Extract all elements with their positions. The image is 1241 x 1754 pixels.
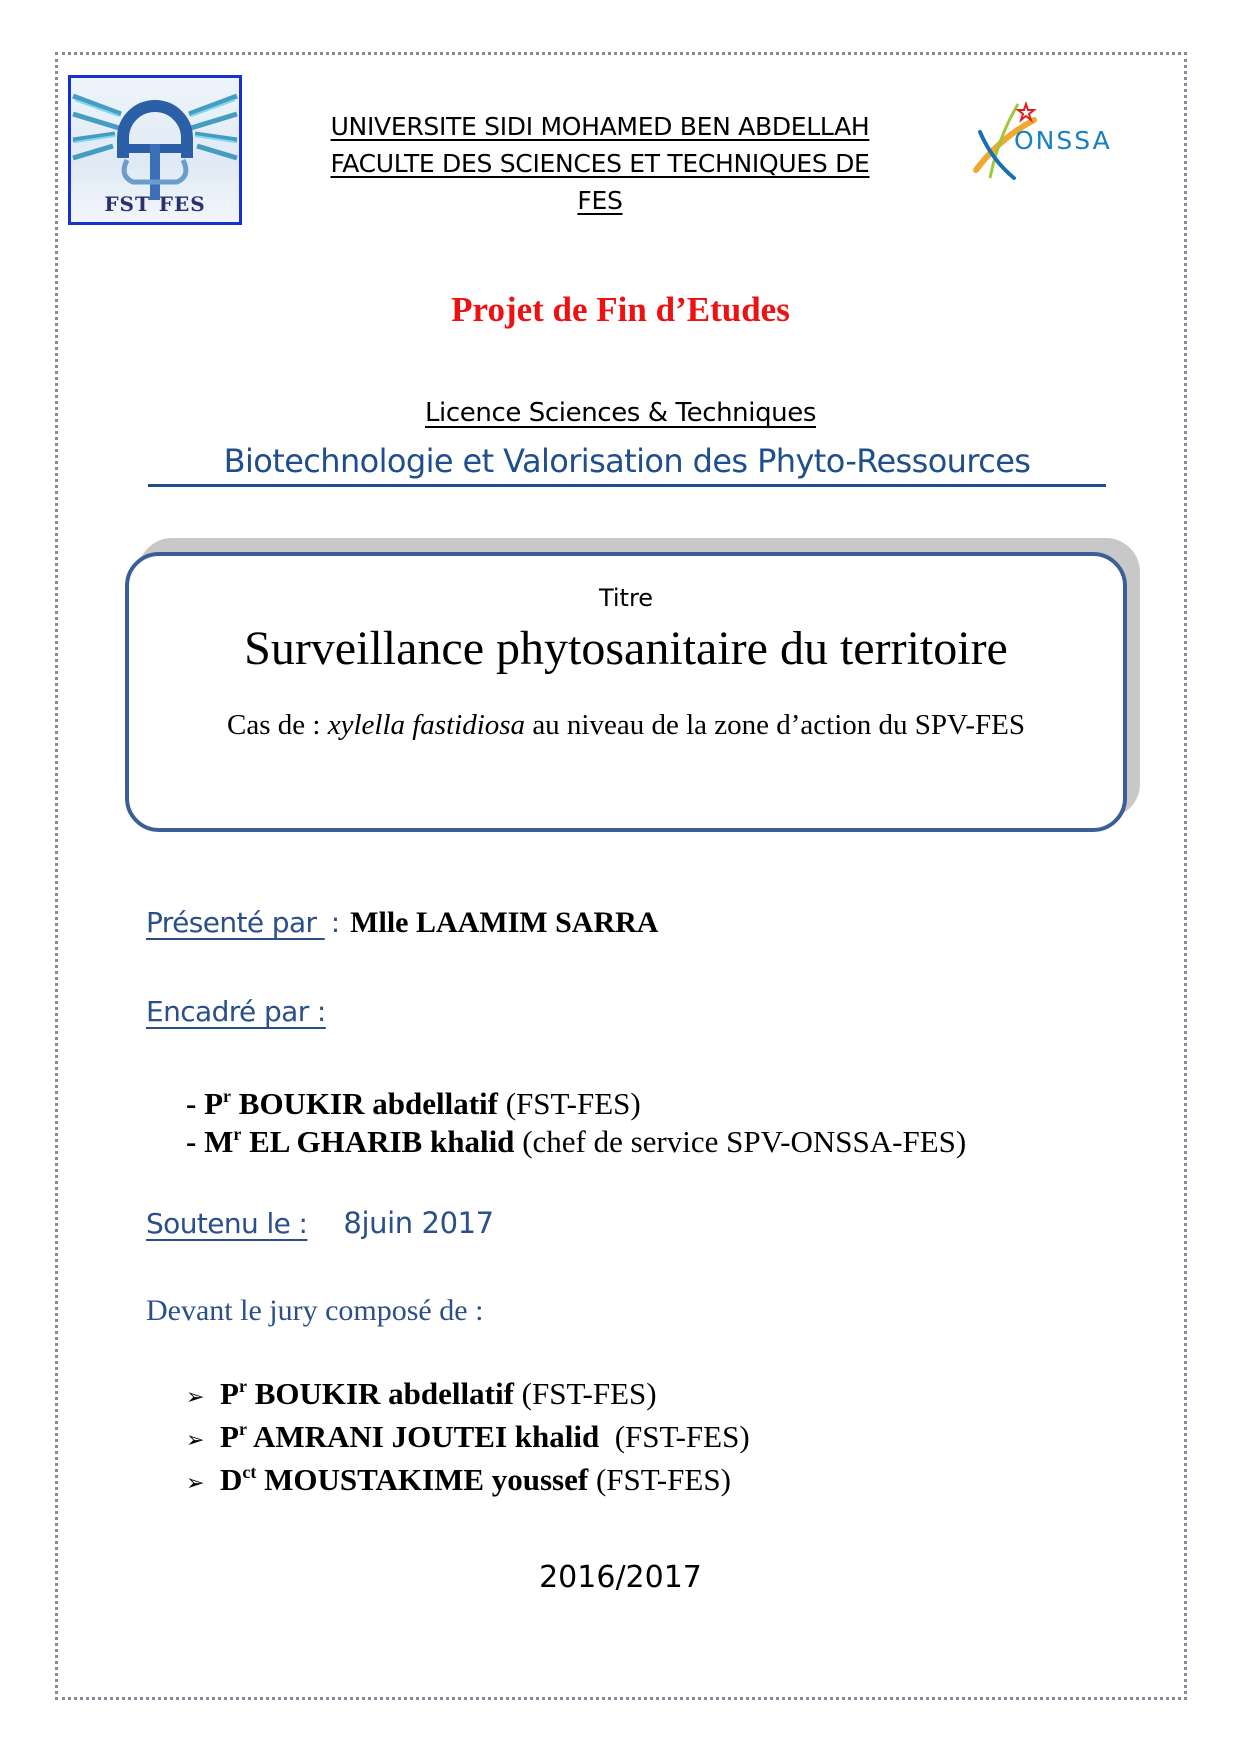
degree-label: Licence Sciences & Techniques: [424, 398, 817, 428]
academic-year: 2016/2017: [539, 1560, 702, 1595]
jury-member: ➢ $P^r$ AMRANI JOUTEI khalid (FST-FES): [186, 1417, 750, 1460]
presented-by-row: [146, 906, 658, 940]
supervisor-item: - $P^r$ BOUKIR abdellatif (FST-FES): [186, 1086, 641, 1121]
fst-logo-label: FST FES: [104, 192, 206, 216]
jury-intro: Devant le jury composé de :: [146, 1294, 484, 1327]
defense-date: 8juin 2017: [343, 1206, 494, 1240]
arrow-bullet-icon: ➢: [186, 1385, 205, 1410]
subtitle-species: xylella fastidiosa: [327, 709, 526, 741]
subtitle-prefix: Cas de :: [227, 709, 328, 741]
title-box: [125, 552, 1127, 832]
presented-by-colon: :: [330, 906, 341, 939]
document-type: Projet de Fin d’Etudes: [451, 290, 790, 329]
subtitle-suffix: au niveau de la zone d’action du SPV-FES: [525, 709, 1025, 741]
fst-fes-logo: [68, 75, 242, 225]
defense-row: [146, 1206, 494, 1240]
presented-by-label: Présenté par: [146, 906, 325, 939]
university-line: FACULTE DES SCIENCES ET TECHNIQUES DE: [330, 149, 870, 178]
onssa-label: ONSSA: [1014, 126, 1112, 155]
university-header: [270, 108, 930, 219]
jury-list: [186, 1374, 750, 1503]
thesis-title: Surveillance phytosanitaire du territoire: [244, 622, 1008, 675]
thesis-subtitle: [129, 709, 1123, 742]
supervisor-list: [186, 1085, 966, 1161]
arrow-bullet-icon: ➢: [186, 1471, 205, 1496]
jury-member: ➢ $D^{ct}$ MOUSTAKIME youssef (FST-FES): [186, 1460, 750, 1503]
university-line: UNIVERSITE SIDI MOHAMED BEN ABDELLAH: [330, 112, 870, 141]
supervisor-item: - $M^r$ EL GHARIB khalid (chef de service SPV-ONSSA-FES): [186, 1124, 967, 1159]
jury-member: ➢ $P^r$ BOUKIR abdellatif (FST-FES): [186, 1374, 750, 1417]
arrow-bullet-icon: ➢: [186, 1428, 205, 1453]
field-label: Biotechnologie et Valorisation des Phyto-Ressources: [148, 442, 1106, 487]
defense-label: Soutenu le :: [146, 1207, 308, 1240]
university-line: FES: [577, 186, 623, 215]
supervised-by-row: [146, 995, 326, 1028]
student-name: Mlle LAAMIM SARRA: [350, 906, 659, 939]
supervised-by-label: Encadré par :: [146, 995, 326, 1028]
title-label: Titre: [598, 584, 654, 612]
onssa-logo: [970, 98, 1150, 180]
